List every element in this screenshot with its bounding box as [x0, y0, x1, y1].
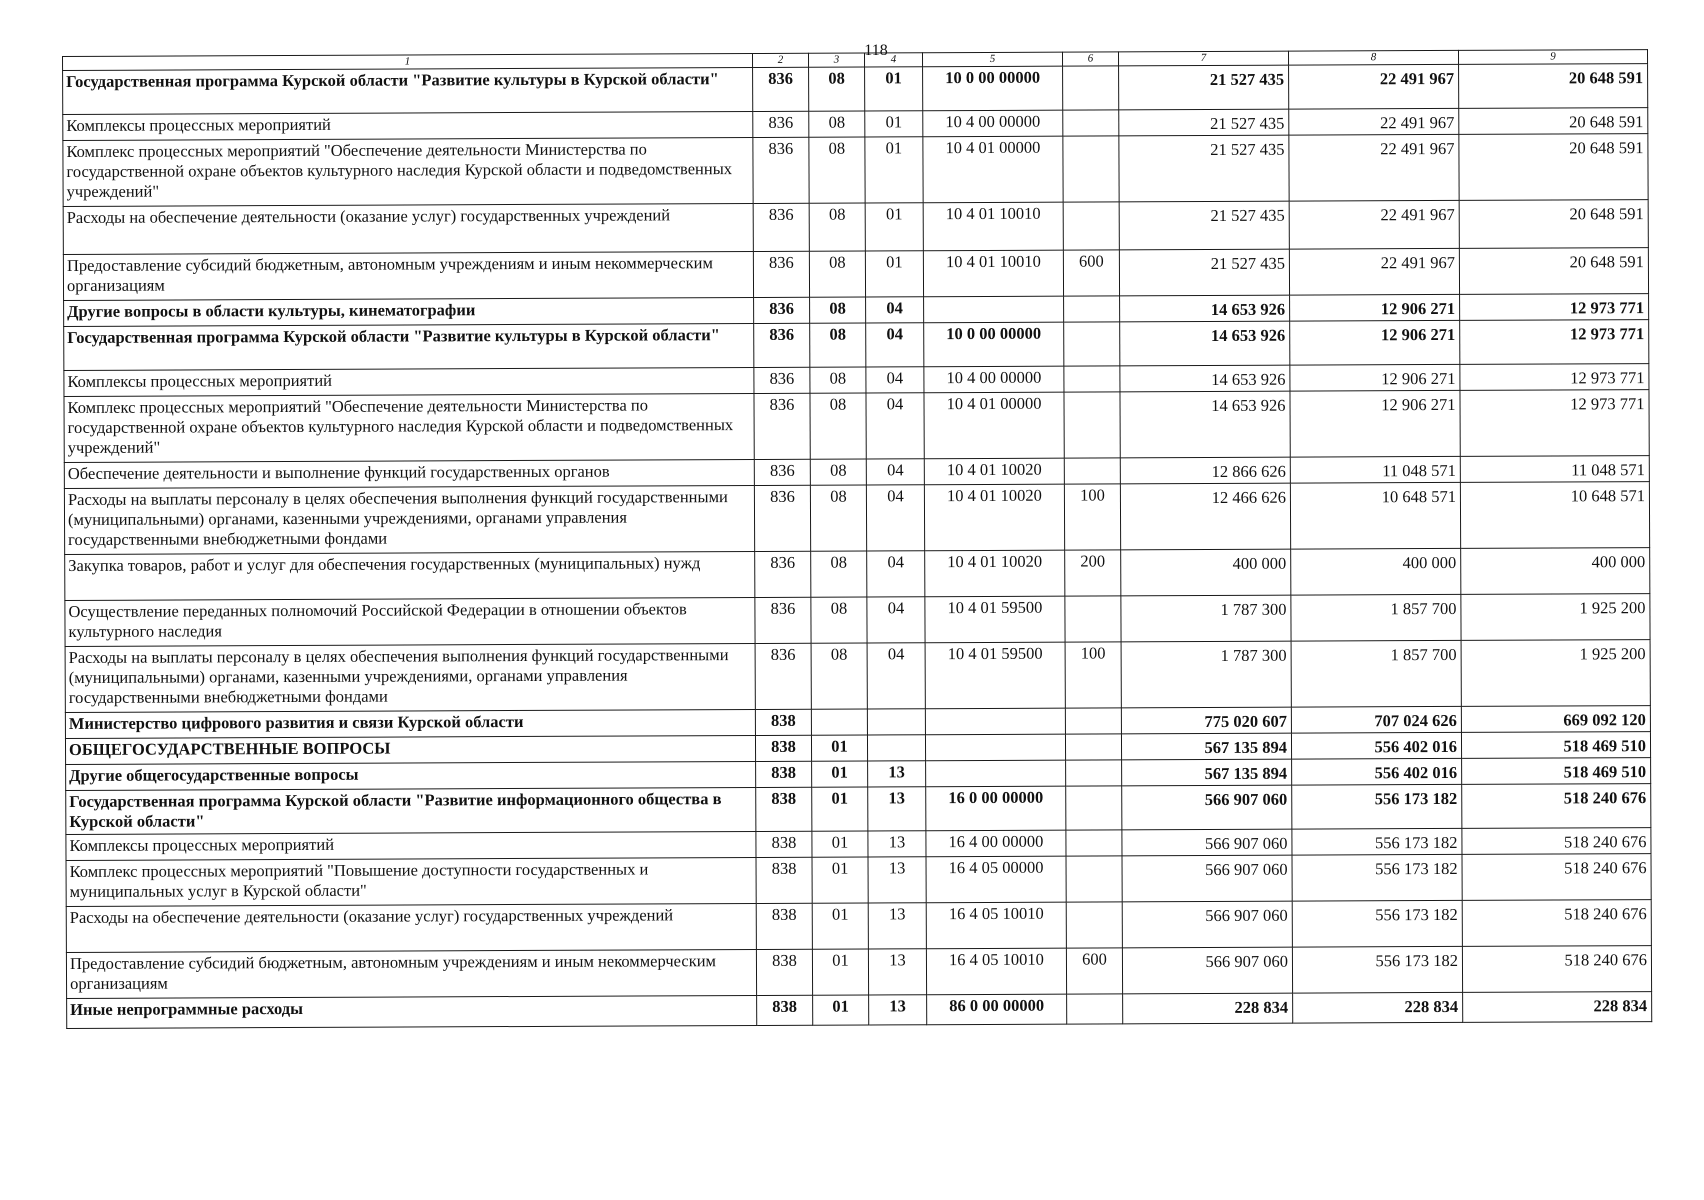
target-article-cell: 10 0 00 00000 — [924, 322, 1064, 367]
column-number: 9 — [1458, 50, 1647, 65]
section-code-cell: 01 — [813, 995, 869, 1025]
expense-type-cell — [1066, 830, 1122, 856]
table-row — [65, 640, 1650, 713]
amount-year3-cell: 518 240 676 — [1462, 828, 1651, 855]
amount-year3-cell: 11 048 571 — [1460, 456, 1649, 483]
column-number: 7 — [1118, 51, 1288, 66]
row-name-cell: Расходы на обеспечение деятельности (оказание услуг) государственных учреждений — [63, 203, 753, 254]
amount-year1-cell: 12 866 626 — [1120, 457, 1290, 484]
amount-year3-cell: 518 469 510 — [1462, 758, 1651, 785]
column-number: 1 — [63, 53, 753, 70]
expense-type-cell — [1064, 322, 1120, 366]
amount-year3-cell: 669 092 120 — [1461, 706, 1650, 733]
section-code-cell: 01 — [812, 949, 868, 995]
subsection-code-cell: 01 — [865, 203, 923, 251]
amount-year1-cell: 21 527 435 — [1119, 65, 1289, 110]
amount-year1-cell: 775 020 607 — [1121, 707, 1291, 734]
target-article-cell: 10 4 01 00000 — [923, 136, 1063, 203]
amount-year1-cell: 228 834 — [1123, 993, 1293, 1024]
subsection-code-cell: 13 — [868, 857, 926, 903]
target-article-cell: 10 0 00 00000 — [923, 66, 1063, 111]
amount-year3-cell: 518 240 676 — [1462, 900, 1651, 947]
row-name-cell: Другие общегосударственные вопросы — [66, 761, 756, 790]
row-name-cell: Государственная программа Курской области "Развитие культуры в Курской области" — [64, 323, 754, 370]
row-name-cell: Другие вопросы в области культуры, кинематографии — [64, 297, 754, 326]
ministry-code-cell: 838 — [756, 787, 812, 831]
subsection-code-cell: 04 — [866, 323, 924, 367]
amount-year1-cell: 566 907 060 — [1122, 901, 1292, 948]
amount-year2-cell: 11 048 571 — [1290, 456, 1460, 483]
amount-year1-cell: 21 527 435 — [1119, 109, 1289, 136]
row-name-cell: Расходы на выплаты персоналу в целях обеспечения выполнения функций государственными (муниципальными) органами, казенными учреждениями, органами управления государственными внебюджетными фондами — [64, 485, 754, 554]
row-name-cell: Предоставление субсидий бюджетным, автономным учреждениям и иным некоммерческим организациям — [63, 251, 753, 300]
row-name-cell: Расходы на выплаты персоналу в целях обеспечения выполнения функций государственными (муниципальными) органами, казенными учреждениями, органами управления государственными внебюджетными фондами — [65, 643, 755, 712]
target-article-cell: 16 4 05 10010 — [926, 902, 1066, 949]
table-row — [65, 594, 1650, 647]
ministry-code-cell: 838 — [756, 949, 812, 995]
amount-year3-cell: 10 648 571 — [1460, 482, 1649, 549]
amount-year3-cell: 518 240 676 — [1462, 946, 1651, 993]
amount-year2-cell: 1 857 700 — [1291, 640, 1461, 707]
row-name-cell: Расходы на обеспечение деятельности (оказание услуг) государственных учреждений — [66, 903, 756, 952]
table-row — [66, 784, 1651, 835]
amount-year3-cell: 12 973 771 — [1460, 294, 1649, 321]
row-name-cell: Комплекс процессных мероприятий "Повышение доступности государственных и муниципальных услуг в Курской области" — [66, 857, 756, 906]
ministry-code-cell: 836 — [755, 597, 811, 643]
section-code-cell: 08 — [810, 297, 866, 323]
target-article-cell: 10 4 01 00000 — [924, 392, 1064, 459]
amount-year1-cell: 566 907 060 — [1122, 785, 1292, 830]
subsection-code-cell: 01 — [865, 251, 923, 297]
subsection-code-cell: 01 — [865, 67, 923, 111]
subsection-code-cell: 01 — [865, 111, 923, 137]
row-name-cell: Иные непрограммные расходы — [67, 995, 757, 1028]
subsection-code-cell: 01 — [865, 137, 923, 203]
budget-table-sheet — [62, 49, 1652, 1029]
section-code-cell: 08 — [810, 459, 866, 485]
table-row — [66, 900, 1651, 953]
row-name-cell: Закупка товаров, работ и услуг для обеспечения государственных (муниципальных) нужд — [65, 551, 755, 600]
target-article-cell: 86 0 00 00000 — [927, 994, 1067, 1025]
ministry-code-cell: 836 — [754, 393, 810, 459]
subsection-code-cell: 04 — [867, 597, 925, 643]
table-row — [65, 548, 1650, 601]
amount-year3-cell: 228 834 — [1463, 992, 1652, 1023]
amount-year3-cell: 1 925 200 — [1461, 640, 1650, 707]
expense-type-cell: 600 — [1066, 948, 1122, 994]
section-code-cell: 08 — [810, 367, 866, 393]
subsection-code-cell: 13 — [868, 949, 926, 995]
target-article-cell: 16 4 05 00000 — [926, 856, 1066, 903]
ministry-code-cell: 838 — [756, 831, 812, 857]
amount-year2-cell: 22 491 967 — [1289, 64, 1459, 109]
row-name-cell: Комплексы процессных мероприятий — [64, 367, 754, 396]
subsection-code-cell — [867, 709, 925, 735]
section-code-cell: 08 — [809, 111, 865, 137]
amount-year1-cell: 12 466 626 — [1120, 483, 1290, 550]
table-row — [67, 992, 1652, 1029]
expense-type-cell — [1064, 458, 1120, 484]
table-row — [66, 946, 1651, 999]
amount-year1-cell: 567 135 894 — [1122, 759, 1292, 786]
ministry-code-cell: 836 — [755, 551, 811, 597]
section-code-cell: 08 — [810, 393, 866, 459]
expense-type-cell: 200 — [1065, 550, 1121, 596]
row-name-cell: Комплекс процессных мероприятий "Обеспечение деятельности Министерства по государственной охране объектов культурного наследия Курской области и подведомственных учреждений" — [63, 137, 753, 206]
amount-year1-cell: 14 653 926 — [1120, 295, 1290, 322]
row-name-cell: Обеспечение деятельности и выполнение функций государственных органов — [64, 459, 754, 488]
row-name-cell: Комплексы процессных мероприятий — [63, 111, 753, 140]
table-body — [63, 50, 1652, 1029]
ministry-code-cell: 836 — [754, 323, 810, 367]
expense-type-cell — [1065, 734, 1121, 760]
expense-type-cell — [1063, 202, 1119, 250]
section-code-cell: 08 — [809, 203, 865, 251]
target-article-cell: 16 0 00 00000 — [926, 786, 1066, 831]
subsection-code-cell: 13 — [868, 761, 926, 787]
amount-year2-cell: 556 173 182 — [1292, 854, 1462, 901]
row-name-cell: Предоставление субсидий бюджетным, автономным учреждениям и иным некоммерческим организациям — [66, 949, 756, 998]
target-article-cell: 10 4 00 00000 — [924, 366, 1064, 393]
amount-year1-cell: 21 527 435 — [1119, 249, 1289, 296]
ministry-code-cell: 836 — [755, 643, 811, 709]
subsection-code-cell: 04 — [866, 297, 924, 323]
amount-year2-cell: 556 402 016 — [1292, 758, 1462, 785]
amount-year3-cell: 400 000 — [1461, 548, 1650, 595]
expense-type-cell — [1063, 110, 1119, 136]
section-code-cell: 08 — [810, 323, 866, 367]
section-code-cell: 01 — [812, 903, 868, 949]
row-name-cell: Осуществление переданных полномочий Российской Федерации в отношении объектов культурного наследия — [65, 597, 755, 646]
row-name-cell: ОБЩЕГОСУДАРСТВЕННЫЕ ВОПРОСЫ — [65, 735, 755, 764]
subsection-code-cell: 13 — [868, 831, 926, 857]
target-article-cell — [925, 708, 1065, 735]
amount-year3-cell: 518 469 510 — [1461, 732, 1650, 759]
subsection-code-cell: 04 — [866, 367, 924, 393]
section-code-cell — [811, 709, 867, 735]
column-number: 6 — [1062, 52, 1118, 66]
amount-year2-cell: 228 834 — [1293, 992, 1463, 1023]
ministry-code-cell: 838 — [755, 735, 811, 761]
expense-type-cell — [1066, 856, 1122, 902]
ministry-code-cell: 836 — [753, 67, 809, 111]
amount-year3-cell: 12 973 771 — [1460, 390, 1649, 457]
amount-year3-cell: 20 648 591 — [1459, 134, 1648, 201]
amount-year2-cell: 707 024 626 — [1291, 706, 1461, 733]
ministry-code-cell: 838 — [757, 995, 813, 1025]
amount-year2-cell: 22 491 967 — [1289, 248, 1459, 295]
subsection-code-cell — [867, 735, 925, 761]
target-article-cell — [925, 734, 1065, 761]
expense-type-cell: 600 — [1063, 250, 1119, 296]
amount-year2-cell: 22 491 967 — [1289, 108, 1459, 135]
amount-year1-cell: 400 000 — [1121, 549, 1291, 596]
table-row — [64, 482, 1649, 555]
section-code-cell: 08 — [811, 597, 867, 643]
amount-year1-cell: 567 135 894 — [1121, 733, 1291, 760]
target-article-cell: 10 4 01 10010 — [923, 250, 1063, 297]
row-name-cell: Комплекс процессных мероприятий "Обеспечение деятельности Министерства по государственной охране объектов культурного наследия Курской области и подведомственных учреждений" — [64, 393, 754, 462]
expense-type-cell — [1067, 994, 1123, 1024]
expense-type-cell — [1064, 296, 1120, 322]
amount-year1-cell: 14 653 926 — [1120, 365, 1290, 392]
amount-year2-cell: 12 906 271 — [1290, 390, 1460, 457]
budget-table — [62, 49, 1652, 1029]
amount-year3-cell: 20 648 591 — [1459, 200, 1648, 249]
target-article-cell: 10 4 01 10020 — [924, 458, 1064, 485]
expense-type-cell: 100 — [1065, 642, 1121, 708]
amount-year2-cell: 22 491 967 — [1289, 134, 1459, 201]
table-row — [64, 320, 1649, 371]
ministry-code-cell: 838 — [755, 709, 811, 735]
subsection-code-cell: 04 — [866, 393, 924, 459]
amount-year1-cell: 14 653 926 — [1120, 391, 1290, 458]
target-article-cell — [924, 296, 1064, 323]
amount-year2-cell: 12 906 271 — [1290, 320, 1460, 365]
column-number: 8 — [1288, 50, 1458, 65]
target-article-cell: 10 4 01 59500 — [925, 596, 1065, 643]
target-article-cell: 10 4 01 59500 — [925, 642, 1065, 709]
amount-year1-cell: 1 787 300 — [1121, 595, 1291, 642]
amount-year3-cell: 20 648 591 — [1459, 248, 1648, 295]
amount-year3-cell: 518 240 676 — [1462, 854, 1651, 901]
row-name-cell: Государственная программа Курской области "Развитие культуры в Курской области" — [63, 67, 753, 114]
target-article-cell: 10 4 01 10010 — [923, 202, 1063, 251]
target-article-cell: 16 4 05 10010 — [926, 948, 1066, 995]
amount-year3-cell: 1 925 200 — [1461, 594, 1650, 641]
ministry-code-cell: 836 — [754, 459, 810, 485]
ministry-code-cell: 836 — [753, 251, 809, 297]
table-row — [64, 390, 1649, 463]
expense-type-cell — [1065, 708, 1121, 734]
table-row — [63, 200, 1648, 255]
ministry-code-cell: 836 — [754, 297, 810, 323]
amount-year3-cell: 12 973 771 — [1460, 320, 1649, 365]
ministry-code-cell: 838 — [756, 903, 812, 949]
amount-year1-cell: 14 653 926 — [1120, 321, 1290, 366]
target-article-cell: 16 4 00 00000 — [926, 830, 1066, 857]
section-code-cell: 01 — [812, 831, 868, 857]
expense-type-cell: 100 — [1064, 484, 1120, 550]
amount-year1-cell: 566 907 060 — [1122, 855, 1292, 902]
amount-year2-cell: 556 402 016 — [1291, 732, 1461, 759]
subsection-code-cell: 04 — [867, 551, 925, 597]
subsection-code-cell: 04 — [866, 459, 924, 485]
target-article-cell: 10 4 00 00000 — [923, 110, 1063, 137]
amount-year1-cell: 1 787 300 — [1121, 641, 1291, 708]
expense-type-cell — [1063, 66, 1119, 110]
amount-year3-cell: 20 648 591 — [1459, 108, 1648, 135]
section-code-cell: 08 — [810, 485, 866, 551]
target-article-cell — [926, 760, 1066, 787]
page-number: 118 — [864, 42, 888, 59]
amount-year2-cell: 556 173 182 — [1292, 946, 1462, 993]
table-row — [63, 64, 1648, 115]
ministry-code-cell: 836 — [754, 367, 810, 393]
expense-type-cell — [1064, 392, 1120, 458]
ministry-code-cell: 836 — [753, 137, 809, 203]
amount-year2-cell: 1 857 700 — [1291, 594, 1461, 641]
amount-year3-cell: 20 648 591 — [1459, 64, 1648, 109]
target-article-cell: 10 4 01 10020 — [925, 550, 1065, 597]
amount-year2-cell: 10 648 571 — [1290, 482, 1460, 549]
column-number: 4 — [864, 53, 922, 67]
row-name-cell: Комплексы процессных мероприятий — [66, 831, 756, 860]
amount-year2-cell: 22 491 967 — [1289, 200, 1459, 249]
amount-year1-cell: 21 527 435 — [1119, 201, 1289, 250]
section-code-cell: 08 — [811, 643, 867, 709]
section-code-cell: 08 — [809, 137, 865, 203]
ministry-code-cell: 836 — [753, 203, 809, 251]
section-code-cell: 08 — [809, 67, 865, 111]
table-row — [66, 854, 1651, 907]
table-row — [63, 248, 1648, 301]
amount-year2-cell: 400 000 — [1291, 548, 1461, 595]
column-number: 3 — [808, 53, 864, 67]
ministry-code-cell: 836 — [754, 485, 810, 551]
subsection-code-cell: 13 — [868, 787, 926, 831]
subsection-code-cell: 04 — [867, 643, 925, 709]
expense-type-cell — [1063, 136, 1119, 202]
subsection-code-cell: 04 — [866, 485, 924, 551]
expense-type-cell — [1066, 902, 1122, 948]
section-code-cell: 01 — [812, 787, 868, 831]
section-code-cell: 01 — [812, 761, 868, 787]
amount-year2-cell: 556 173 182 — [1292, 784, 1462, 829]
subsection-code-cell: 13 — [868, 903, 926, 949]
amount-year3-cell: 518 240 676 — [1462, 784, 1651, 829]
amount-year2-cell: 12 906 271 — [1290, 294, 1460, 321]
expense-type-cell — [1064, 366, 1120, 392]
amount-year2-cell: 12 906 271 — [1290, 364, 1460, 391]
ministry-code-cell: 838 — [756, 857, 812, 903]
amount-year1-cell: 566 907 060 — [1122, 947, 1292, 994]
table-row — [63, 134, 1648, 207]
expense-type-cell — [1065, 596, 1121, 642]
target-article-cell: 10 4 01 10020 — [924, 484, 1064, 551]
ministry-code-cell: 838 — [756, 761, 812, 787]
row-name-cell: Государственная программа Курской области "Развитие информационного общества в Курской области" — [66, 787, 756, 834]
column-number: 2 — [752, 53, 808, 67]
amount-year1-cell: 566 907 060 — [1122, 829, 1292, 856]
amount-year3-cell: 12 973 771 — [1460, 364, 1649, 391]
amount-year1-cell: 21 527 435 — [1119, 135, 1289, 202]
section-code-cell: 01 — [812, 857, 868, 903]
section-code-cell: 08 — [811, 551, 867, 597]
expense-type-cell — [1066, 760, 1122, 786]
subsection-code-cell: 13 — [869, 995, 927, 1025]
ministry-code-cell: 836 — [753, 111, 809, 137]
section-code-cell: 01 — [811, 735, 867, 761]
section-code-cell: 08 — [809, 251, 865, 297]
amount-year2-cell: 556 173 182 — [1292, 900, 1462, 947]
column-number: 5 — [922, 52, 1062, 67]
expense-type-cell — [1066, 786, 1122, 830]
row-name-cell: Министерство цифрового развития и связи Курской области — [65, 709, 755, 738]
amount-year2-cell: 556 173 182 — [1292, 828, 1462, 855]
